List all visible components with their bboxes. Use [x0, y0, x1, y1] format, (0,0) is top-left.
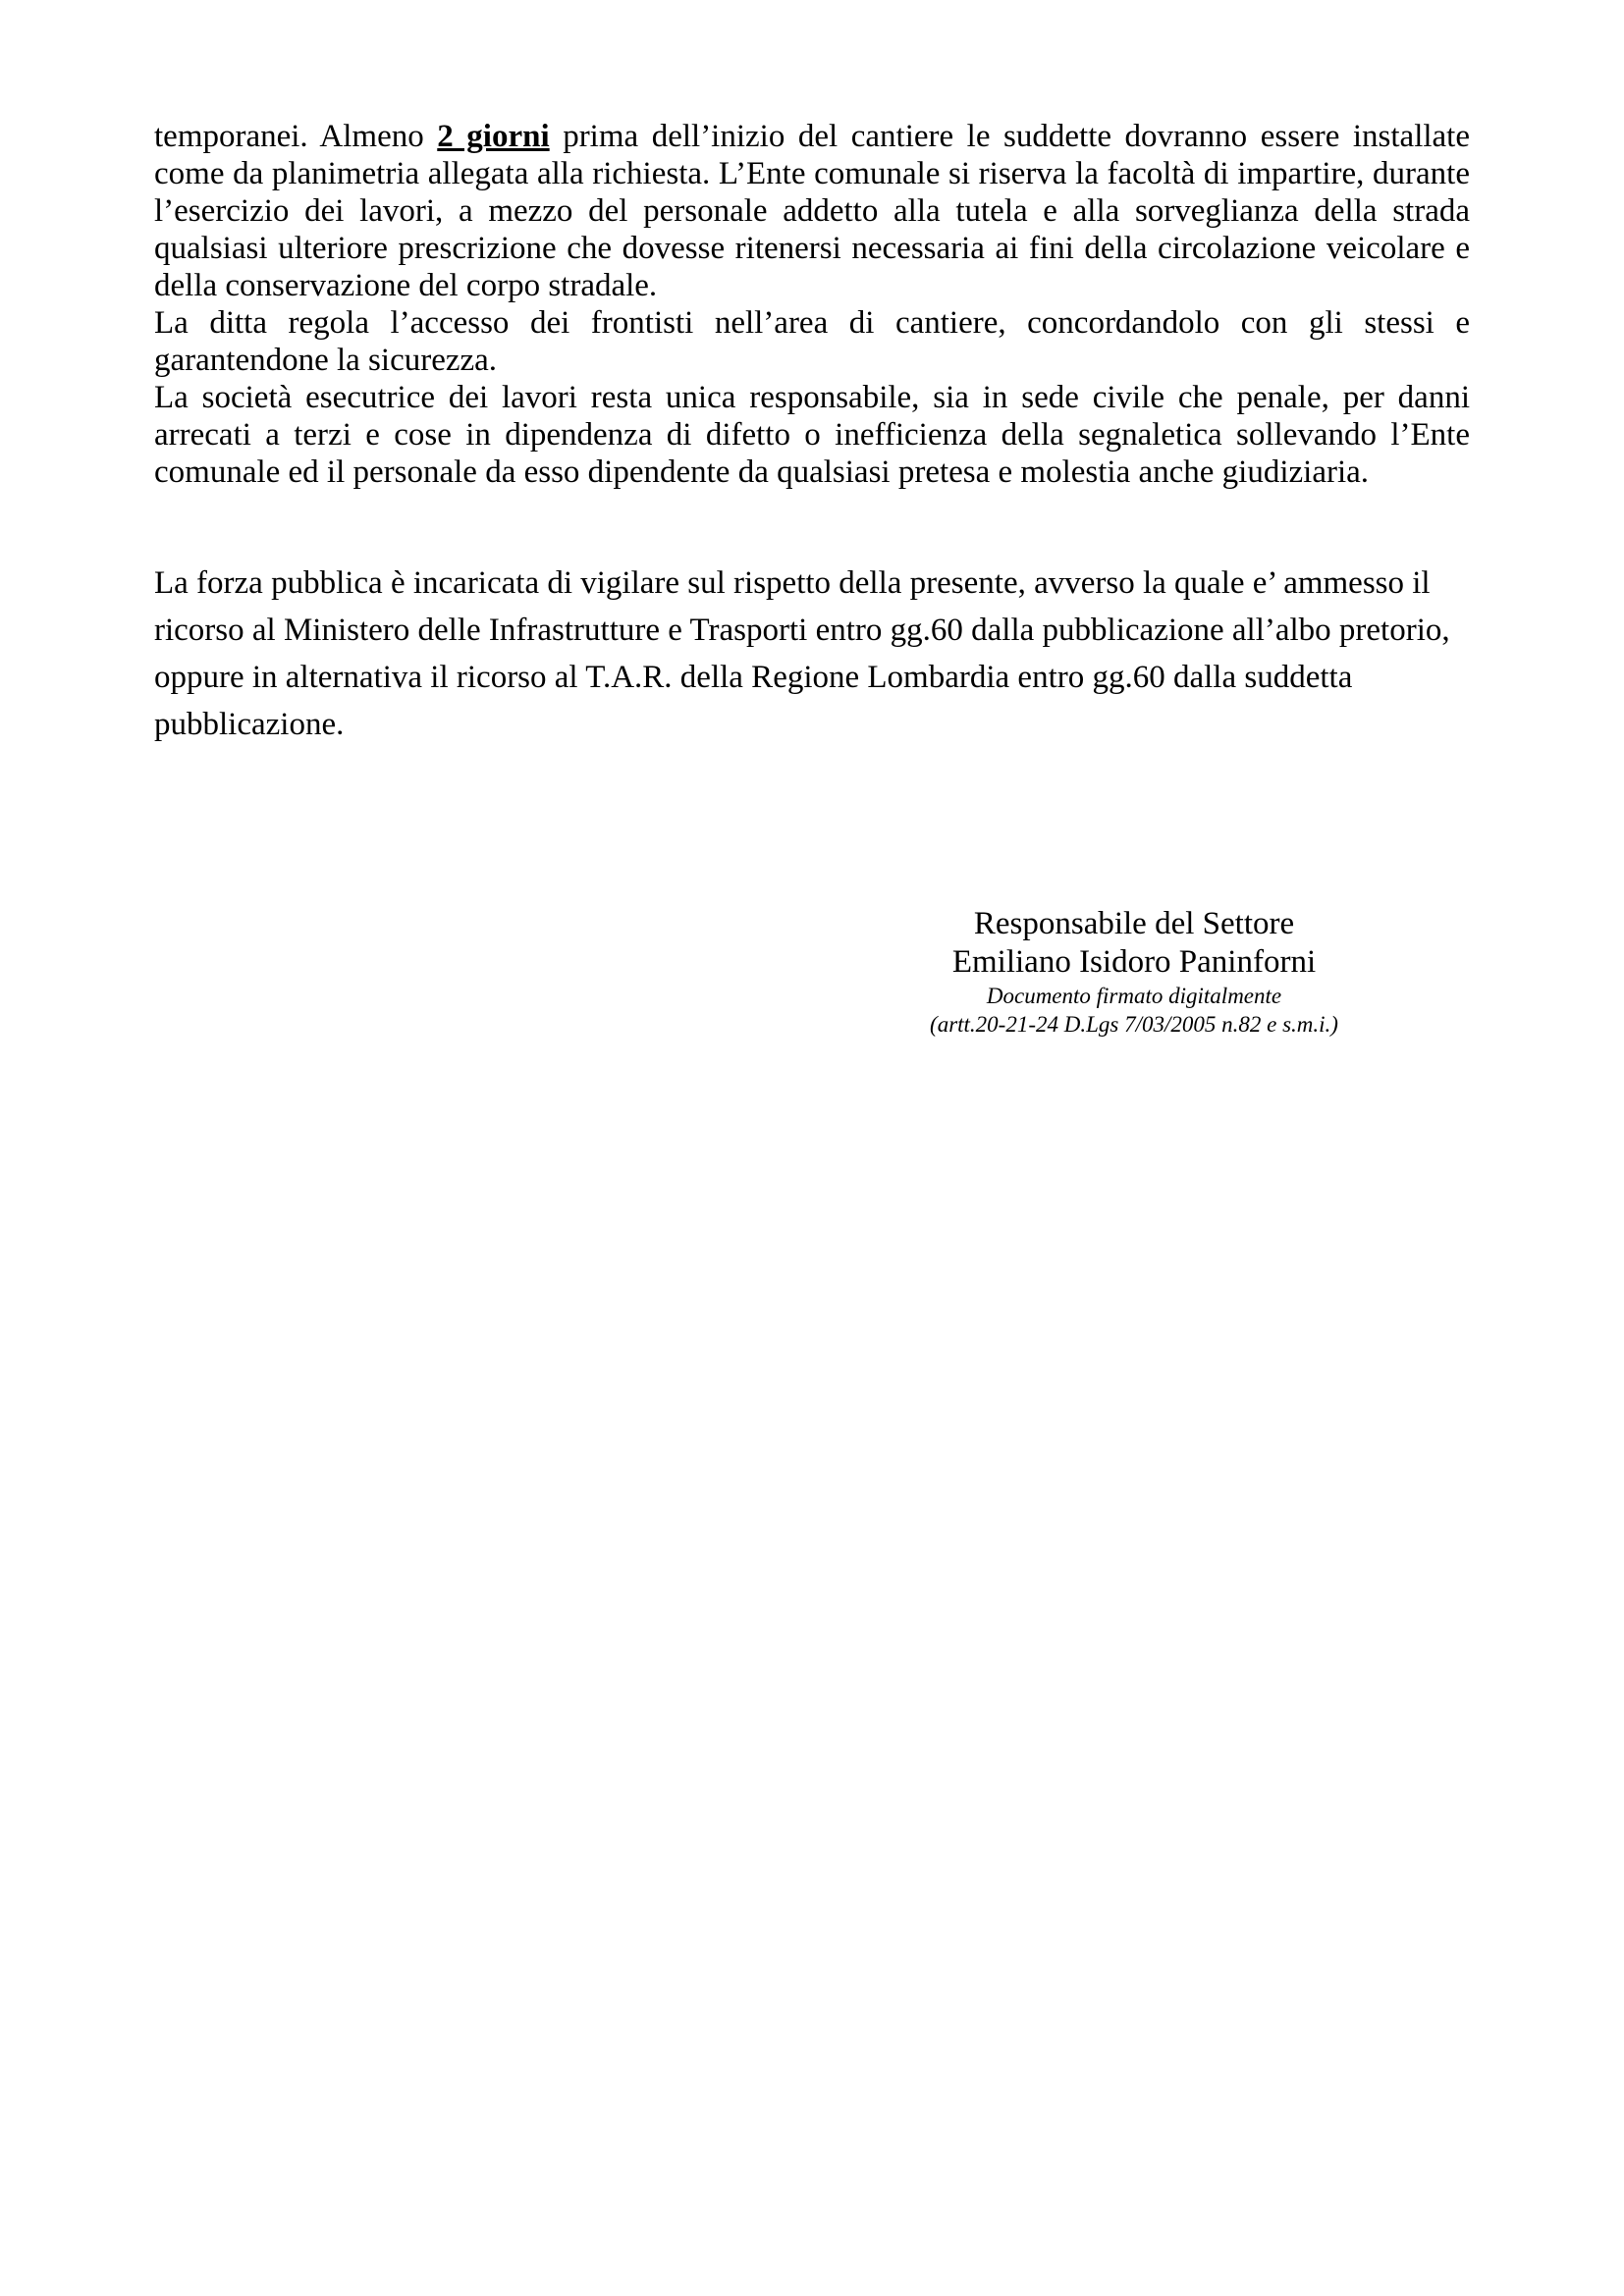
- deadline-2-giorni-emphasis: 2 giorni: [437, 119, 550, 154]
- paragraph-frontisti-access: La ditta regola l’accesso dei frontisti nell’area di cantiere, concordandolo con gli stessi e garantendone la sicurezza.: [154, 305, 1470, 378]
- signature-digital-note: Documento firmato digitalmente: [986, 984, 1282, 1008]
- signature-block: [820, 905, 1448, 1039]
- paragraph-1-text-before: temporanei. Almeno: [154, 119, 438, 154]
- paragraph-1-text-after: prima dell’inizio del cantiere le suddette dovranno essere installate come da planimetria allegata alla richiesta. L’Ente comunale si riserva la facoltà di impartire, durante l’esercizio dei lavori, a mezzo del personale addetto alla tutela e alla sorveglianza della strada qualsiasi ulteriore prescrizione che dovesse ritenersi necessaria ai fini della circolazione veicolare e della conservazione del corpo stradale.: [154, 119, 1471, 303]
- paragraph-appeal-rights: La forza pubblica è incaricata di vigilare sul rispetto della presente, avverso la quale e’ ammesso il ricorso al Ministero delle Infrastrutture e Trasporti entro gg.60 dalla pubblicazione all’albo pretorio, oppure in alternativa il ricorso al T.A.R. della Regione Lombardia entro gg.60 dalla suddetta pubblicazione.: [154, 565, 1450, 742]
- signature-name: Emiliano Isidoro Paninforni: [951, 944, 1317, 980]
- paragraph-company-liability: La società esecutrice dei lavori resta unica responsabile, sia in sede civile che penale, per danni arrecati a terzi e cose in dipendenza di difetto o inefficienza della segnaletica sollevando l’Ente comunale ed il personale da esso dipendente da qualsiasi pretesa e molestia anche giudiziaria.: [154, 380, 1470, 490]
- paragraph-installation-rules: [154, 118, 1470, 304]
- signature-law-reference: (artt.20-21-24 D.Lgs 7/03/2005 n.82 e s.m.i.): [930, 1012, 1338, 1037]
- signature-role-title: Responsabile del Settore: [973, 906, 1295, 941]
